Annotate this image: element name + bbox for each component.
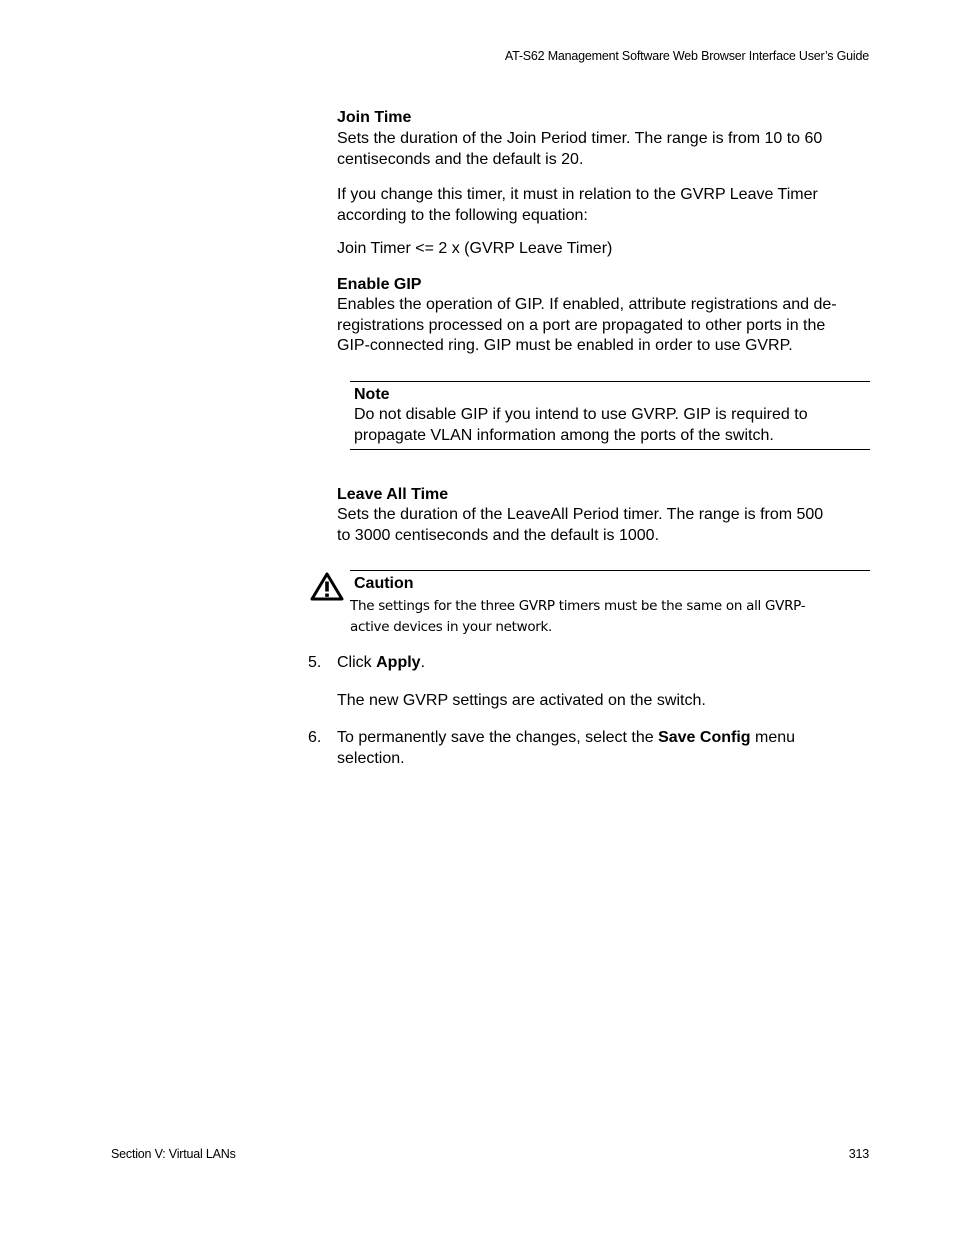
text-line: Do not disable GIP if you intend to use GVRP. GIP is required to bbox=[354, 406, 808, 423]
text-line: Sets the duration of the LeaveAll Period timer. The range is from 500 bbox=[337, 506, 824, 523]
text-line: according to the following equation: bbox=[337, 206, 588, 224]
caution-text bbox=[350, 596, 870, 637]
text-line: to 3000 centiseconds and the default is 1000. bbox=[337, 526, 660, 544]
text-line: Enables the operation of GIP. If enabled, attribute registrations and de- bbox=[337, 296, 837, 313]
step-text: menu bbox=[750, 729, 796, 746]
enable-gip-description bbox=[337, 295, 872, 357]
caution-heading: Caution bbox=[354, 575, 414, 592]
join-time-description bbox=[337, 129, 872, 170]
note-heading: Note bbox=[354, 386, 390, 403]
join-time-heading: Join Time bbox=[337, 109, 412, 126]
note-bottom-rule bbox=[350, 449, 870, 450]
text-line: propagate VLAN information among the ports of the switch. bbox=[354, 426, 774, 444]
step-text: . bbox=[420, 654, 426, 671]
text-line: If you change this timer, it must in relation to the GVRP Leave Timer bbox=[337, 186, 818, 203]
step-5-instruction bbox=[337, 653, 872, 674]
save-config-ui-label: Save Config bbox=[658, 729, 751, 746]
text-line: registrations processed on a port are propagated to other ports in the bbox=[337, 316, 826, 334]
step-text: To permanently save the changes, select the bbox=[337, 729, 659, 746]
page-number: 313 bbox=[848, 1147, 869, 1161]
note-text bbox=[354, 405, 870, 446]
step-text: Click bbox=[337, 654, 377, 671]
text-line: GIP-connected ring. GIP must be enabled in order to use GVRP. bbox=[337, 337, 793, 354]
text-line bbox=[337, 728, 872, 749]
text-line: The settings for the three GVRP timers must be the same on all GVRP- bbox=[350, 598, 806, 614]
step-6-instruction bbox=[337, 728, 872, 769]
caution-top-rule bbox=[350, 570, 870, 571]
footer-section: Section V: Virtual LANs bbox=[111, 1147, 236, 1161]
text-line: active devices in your network. bbox=[350, 618, 553, 635]
leave-all-time-description bbox=[337, 505, 872, 546]
text-line: Sets the duration of the Join Period timer. The range is from 10 to 60 bbox=[337, 130, 823, 147]
step-number: 6. bbox=[308, 729, 322, 746]
step-5-result: The new GVRP settings are activated on the switch. bbox=[337, 692, 706, 709]
enable-gip-heading: Enable GIP bbox=[337, 276, 422, 293]
leave-all-time-heading: Leave All Time bbox=[337, 486, 449, 503]
warning-triangle-icon bbox=[310, 571, 344, 601]
text-line: centiseconds and the default is 20. bbox=[337, 150, 584, 168]
join-time-relation bbox=[337, 185, 872, 226]
step-number: 5. bbox=[308, 654, 322, 671]
join-time-equation: Join Timer <= 2 x (GVRP Leave Timer) bbox=[337, 240, 613, 257]
apply-ui-label: Apply bbox=[376, 654, 421, 671]
note-top-rule bbox=[350, 381, 870, 382]
running-header: AT-S62 Management Software Web Browser Interface User’s Guide bbox=[504, 49, 869, 63]
text-line: selection. bbox=[337, 749, 405, 767]
